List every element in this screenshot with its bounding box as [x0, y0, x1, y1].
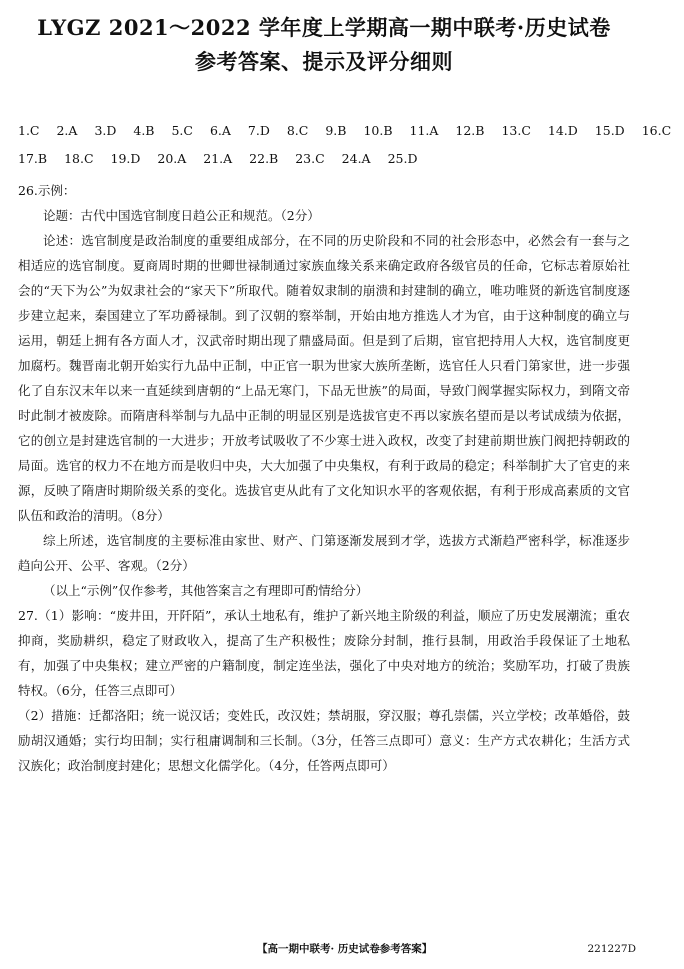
answer-item: 23.C [295, 151, 325, 166]
answer-item: 20.A [157, 151, 187, 166]
answer-item: 17.B [18, 151, 48, 166]
answer-item: 14.D [547, 123, 578, 138]
page-subtitle: 参考答案、提示及评分细则 [195, 49, 453, 74]
page-title: LYGZ 2021～2022 学年度上学期高一期中联考·历史试卷 [37, 15, 611, 40]
q26-argument: 论述：选官制度是政治制度的重要组成部分，在不同的历史阶段和不同的社会形态中，必然会有一套与之相适应的选官制度。夏商周时期的世卿世禄制通过家族血缘关系来确定政府各级官员的任命，它标志着原始社会的“天下为公”为奴隶社会的“家天下”所取代。随着奴隶制的崩溃和封建制的确立，唯功唯贤的新选官制度逐步建立起来，秦国建立了军功爵禄制。到了汉朝的察举制，开始由地方推选人才为官，由于这种制度的确立与运用，朝廷上拥有各方面人才，汉武帝时期出现了鼎盛局面。但是到了后期，宦官把持用人大权，选官制度更加腐朽。魏晋南北朝开始实行九品中正制，中正官一职为世家大族所垄断，选官任人只看门第家世，进一步强化了自东汉末年以来一直延续到唐朝的“上品无寒门，下品无世族”的局面，导致门阀掌握实际权力，到隋文帝时此制才被废除。而隋唐科举制与九品中正制的明显区别是选拔官吏不再以家族名望而是以考试成绩为依据，它的创立是封建选官制的一大进步；开放考试吸收了不少寒士进入政权，改变了封建前期世族门阀把持朝政的局面。选官的权力不在地方而是收归中央，大大加强了中央集权，有利于政局的稳定；科举制扩大了官吏的来源，反映了隋唐时期阶级关系的变化。选拔官吏从此有了文化知识水平的客观依据，有利于形成高素质的文官队伍和政治的清明。（8分） [18, 233, 630, 523]
answer-item: 19.D [110, 151, 141, 166]
answer-item: 3.D [94, 123, 117, 138]
answer-item: 22.B [249, 151, 279, 166]
answer-item: 8.C [286, 123, 309, 138]
q26-conclusion: 综上所述，选官制度的主要标准由家世、财产、门第逐渐发展到才学，选拔方式渐趋严密科学，标准逐步趋向公开、公平、客观。（2分） [18, 533, 630, 573]
answer-item: 24.A [341, 151, 371, 166]
answer-item: 10.B [363, 123, 393, 138]
q26-note: （以上“示例”仅作参考，其他答案言之有理即可酌情给分） [43, 583, 369, 598]
footer-code: 221227D [587, 943, 636, 955]
answer-item: 15.D [594, 123, 625, 138]
footer-label: 【高一期中联考· 历史试卷参考答案】 [257, 943, 433, 955]
answer-item: 7.D [247, 123, 270, 138]
q26-label: 26.示例： [18, 183, 76, 198]
essay-answers [18, 178, 630, 778]
answer-item: 11.A [409, 123, 439, 138]
answer-item: 1.C [18, 123, 40, 138]
answer-line-1 [18, 117, 672, 145]
answer-item: 18.C [64, 151, 94, 166]
answer-item: 12.B [455, 123, 485, 138]
multiple-choice-answers [18, 117, 672, 173]
answer-item: 16.C [641, 123, 672, 138]
answer-item: 6.A [209, 123, 231, 138]
answer-item: 2.A [56, 123, 78, 138]
answer-item: 21.A [203, 151, 233, 166]
answer-item: 9.B [325, 123, 347, 138]
q27-part2: （2）措施：迁都洛阳；统一说汉话；变姓氏，改汉姓；禁胡服，穿汉服；尊孔崇儒，兴立学校；改革婚俗，鼓励胡汉通婚；实行均田制；实行租庸调制和三长制。（3分，任答三点即可）意义：生产方式农耕化；生活方式汉族化；政治制度封建化；思想文化儒学化。（4分，任答两点即可） [18, 708, 630, 773]
answer-item: 4.B [133, 123, 155, 138]
answer-item: 25.D [387, 151, 418, 166]
answer-item: 13.C [501, 123, 531, 138]
answer-line-2 [18, 145, 638, 173]
q26-thesis: 论题：古代中国选官制度日趋公正和规范。（2分） [43, 208, 320, 223]
answer-item: 5.C [171, 123, 193, 138]
q27-part1: 27.（1）影响：“废井田，开阡陌”，承认土地私有，维护了新兴地主阶级的利益，顺应了历史发展潮流；重农抑商，奖励耕织，稳定了财政收入，提高了生产积极性；废除分封制，推行县制，用政治手段保证了土地私有，加强了中央集权；建立严密的户籍制度，制定连坐法，强化了中央对地方的统治；奖励军功，打破了贵族特权。（6分，任答三点即可） [18, 608, 630, 698]
